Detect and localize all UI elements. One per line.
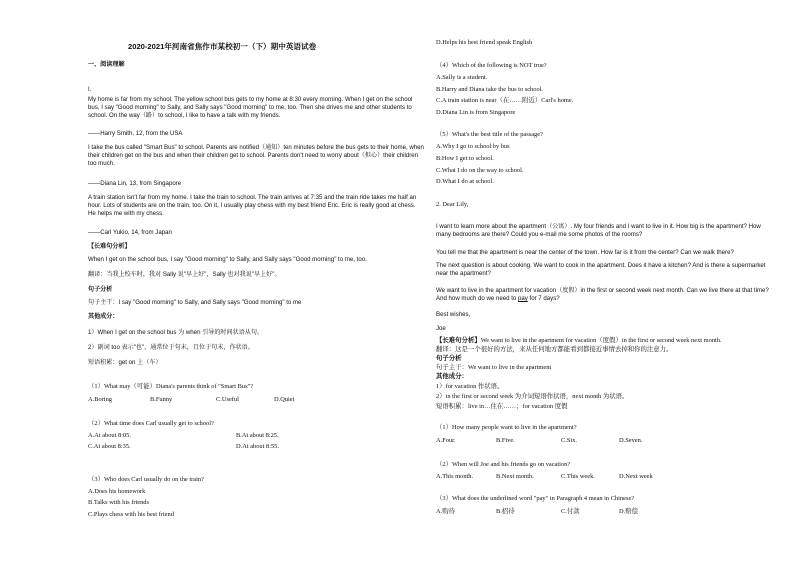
diana-signature: ——Diana Lin, 13, from Singapore [88, 180, 182, 187]
q2-option-b[interactable]: B.At about 8:25. [236, 432, 279, 439]
other-parts-heading: 其他成分： [88, 313, 119, 320]
r3-option-d[interactable]: D.赔偿 [619, 508, 638, 515]
q2-option-c[interactable]: C.At about 8:35. [88, 443, 131, 450]
right-column [436, 0, 772, 562]
sentence-trunk-right: 句子主干：We want to live in the apartment [436, 364, 552, 371]
other-part-2-right: 2）in the first or second week 为介词短语作状语，next month 为状语。 [436, 393, 629, 400]
other-part-1-right: 1）for vacation 作状语。 [436, 383, 504, 390]
letter-paragraph-3: The next question is about cooking. We want to cook in the apartment. Does it have a kitchen? And is there a supermarket near the apartment? [436, 262, 766, 277]
letter-closing: Best wishes, [436, 311, 471, 318]
passage-harry: My home is far from my school. The yellow school bus gets to my home at 8:30 every morning. When I get on the school bus, I say "Good morning" to Sally, and Sally says "Good morning" to me, too. Then she drives me and other students to school. On the way（路）to school, I like to have a talk with my friends. [88, 96, 413, 119]
q5-option-a[interactable]: A.Why I go to school by bus [436, 143, 510, 150]
question-r1: （1）How many people want to live in the apartment? [436, 424, 577, 431]
other-parts-heading-right: 其他成分： [436, 373, 468, 380]
passage-diana: I take the bus called "Smart Bus" to school. Parents are notified（通知）ten minutes before the bus gets to their home, when their children get on the bus and when their children get to school. Parents don't need to worry about（担心）their children too much. [88, 144, 424, 167]
exam-title: 2020-2021年河南省焦作市某校初一（下）期中英语试卷 [128, 42, 317, 51]
r3-option-c[interactable]: C.付款 [561, 508, 580, 515]
structure-heading: 句子分析 [88, 286, 113, 293]
q5-option-c[interactable]: C.What I do on the way to school. [436, 167, 524, 174]
other-part-1: 1）When I get on the school bus 为 when 引导的时间状语从句。 [88, 329, 264, 336]
r2-option-a[interactable]: A.This month. [436, 473, 474, 480]
r1-option-b[interactable]: B.Five. [496, 437, 515, 444]
letter-signer: Joe [436, 325, 446, 332]
letter-paragraph-1: I want to learn more about the apartment（公寓）. My four friends and I want to live in it. How big is the apartment? How many bedrooms are there? Could you e-mail me some photos of the rooms? [436, 223, 761, 238]
phrase-note-right: 短语积累：live in…住在……；for vacation 度假 [436, 403, 568, 410]
q1-option-b[interactable]: B.Funny [150, 396, 173, 403]
analysis-sentence: When I get on the school bus, I say "Good morning" to Sally, and Sally says "Good morning" to me, too. [88, 256, 367, 263]
r2-option-b[interactable]: B.Next month. [496, 473, 534, 480]
translation-right: 翻译：这是一个很好的方法，来从任何地方都能看到都接近事情去掉和你的注意力。 [436, 346, 673, 353]
q3-option-b[interactable]: B.Talks with his friends [88, 499, 149, 506]
phrase-note: 短语积累：get on 上（车） [88, 359, 162, 366]
passage-carl: A train station isn't far from my home. I take the train to school. The train arrives at 7:35 and the train ride takes me half an hour. Lots of students are on the train, too. On it, I usually play chess with my best friend Eric. Eric is really good at chess. He helps me with my chess. [88, 194, 417, 217]
underlined-word-pay: pay [517, 295, 528, 302]
q2-option-a[interactable]: A.At about 8:05. [88, 432, 131, 439]
analysis-line [436, 337, 772, 345]
letter-greeting: 2. Dear Lily, [436, 201, 469, 208]
question-2: （2）What time does Carl usually get to school? [88, 420, 214, 427]
analysis-sentence-right: We want to live in the apartment for vacation（度假）in the first or second week next month. [480, 337, 722, 344]
question-r2: （2）When will Joe and his friends go on vacation? [436, 461, 571, 468]
q4-option-a[interactable]: A.Sally is a student. [436, 74, 488, 81]
q5-option-b[interactable]: B.How I get to school. [436, 155, 494, 162]
other-part-2: 2）副词 too 表示"也"，通常位于句末，且位于句末，作状语。 [88, 344, 254, 351]
r2-option-c[interactable]: C.This week. [561, 473, 595, 480]
question-r3: （3）What does the underlined word "pay" in Paragraph 4 mean in Chinese? [436, 495, 635, 502]
q3-option-c[interactable]: C.Plays chess with his best friend [88, 511, 174, 518]
analysis-heading-right: 【长难句分析】 [436, 337, 481, 344]
q3-option-a[interactable]: A.Does his homework [88, 488, 146, 495]
carl-signature: ——Carl Yukio, 14, from Japan [88, 229, 172, 236]
harry-signature: ——Harry Smith, 12, from the USA [88, 130, 183, 137]
q5-option-d[interactable]: D.What I do at school. [436, 178, 494, 185]
r2-option-d[interactable]: D.Next week [619, 473, 653, 480]
q2-option-d[interactable]: D.At about 8:55. [236, 443, 279, 450]
paragraph-4-part-a: We want to live in the apartment for vacation（度假）in the first or second week next month. Can we live there at that time? And how much do we need to [436, 287, 769, 302]
q1-option-d[interactable]: D.Quiet [274, 396, 295, 403]
r1-option-d[interactable]: D.Seven. [619, 437, 643, 444]
q4-option-b[interactable]: B.Harry and Diana take the bus to school. [436, 86, 544, 93]
analysis-heading: 【长难句分析】 [88, 243, 131, 250]
question-3: （3）Who does Carl usually do on the train? [88, 476, 204, 483]
r1-option-c[interactable]: C.Six. [561, 437, 577, 444]
r3-option-a[interactable]: A.购待 [436, 508, 455, 515]
r3-option-b[interactable]: B.招待 [496, 508, 515, 515]
structure-heading-right: 句子分析 [436, 355, 462, 362]
q3-option-d[interactable]: D.Helps his best friend speak English [436, 39, 533, 46]
q4-option-c[interactable]: C.A train station is near（在……附近）Carl's home. [436, 97, 574, 104]
letter-paragraph-4 [436, 287, 772, 303]
q4-option-d[interactable]: D.Diana Lin is from Singapore [436, 109, 516, 116]
r1-option-a[interactable]: A.Four. [436, 437, 456, 444]
translation: 翻译：当我上校车时，我对 Sally 说"早上好"，Sally 也对我说"早上好"。 [88, 271, 281, 278]
left-column [88, 0, 424, 562]
question-4: （4）Which of the following is NOT true? [436, 62, 547, 69]
section-heading: 一、阅读理解 [88, 61, 125, 68]
letter-paragraph-2: You tell me that the apartment is near the center of the town. How far is it from the center? Can we walk there? [436, 249, 734, 256]
paragraph-4-part-b: for 7 days? [527, 295, 560, 302]
question-1: （1）What may（可能）Diana's parents think of "Smart Bus"? [88, 383, 254, 390]
passage-label: I. [88, 86, 92, 93]
q1-option-c[interactable]: C.Useful [216, 396, 239, 403]
q1-option-a[interactable]: A.Boring [88, 396, 112, 403]
question-5: （5）What's the best title of the passage? [436, 131, 543, 138]
sentence-trunk: 句子主干：I say "Good morning" to Sally, and Sally says "Good morning" to me [88, 299, 302, 306]
